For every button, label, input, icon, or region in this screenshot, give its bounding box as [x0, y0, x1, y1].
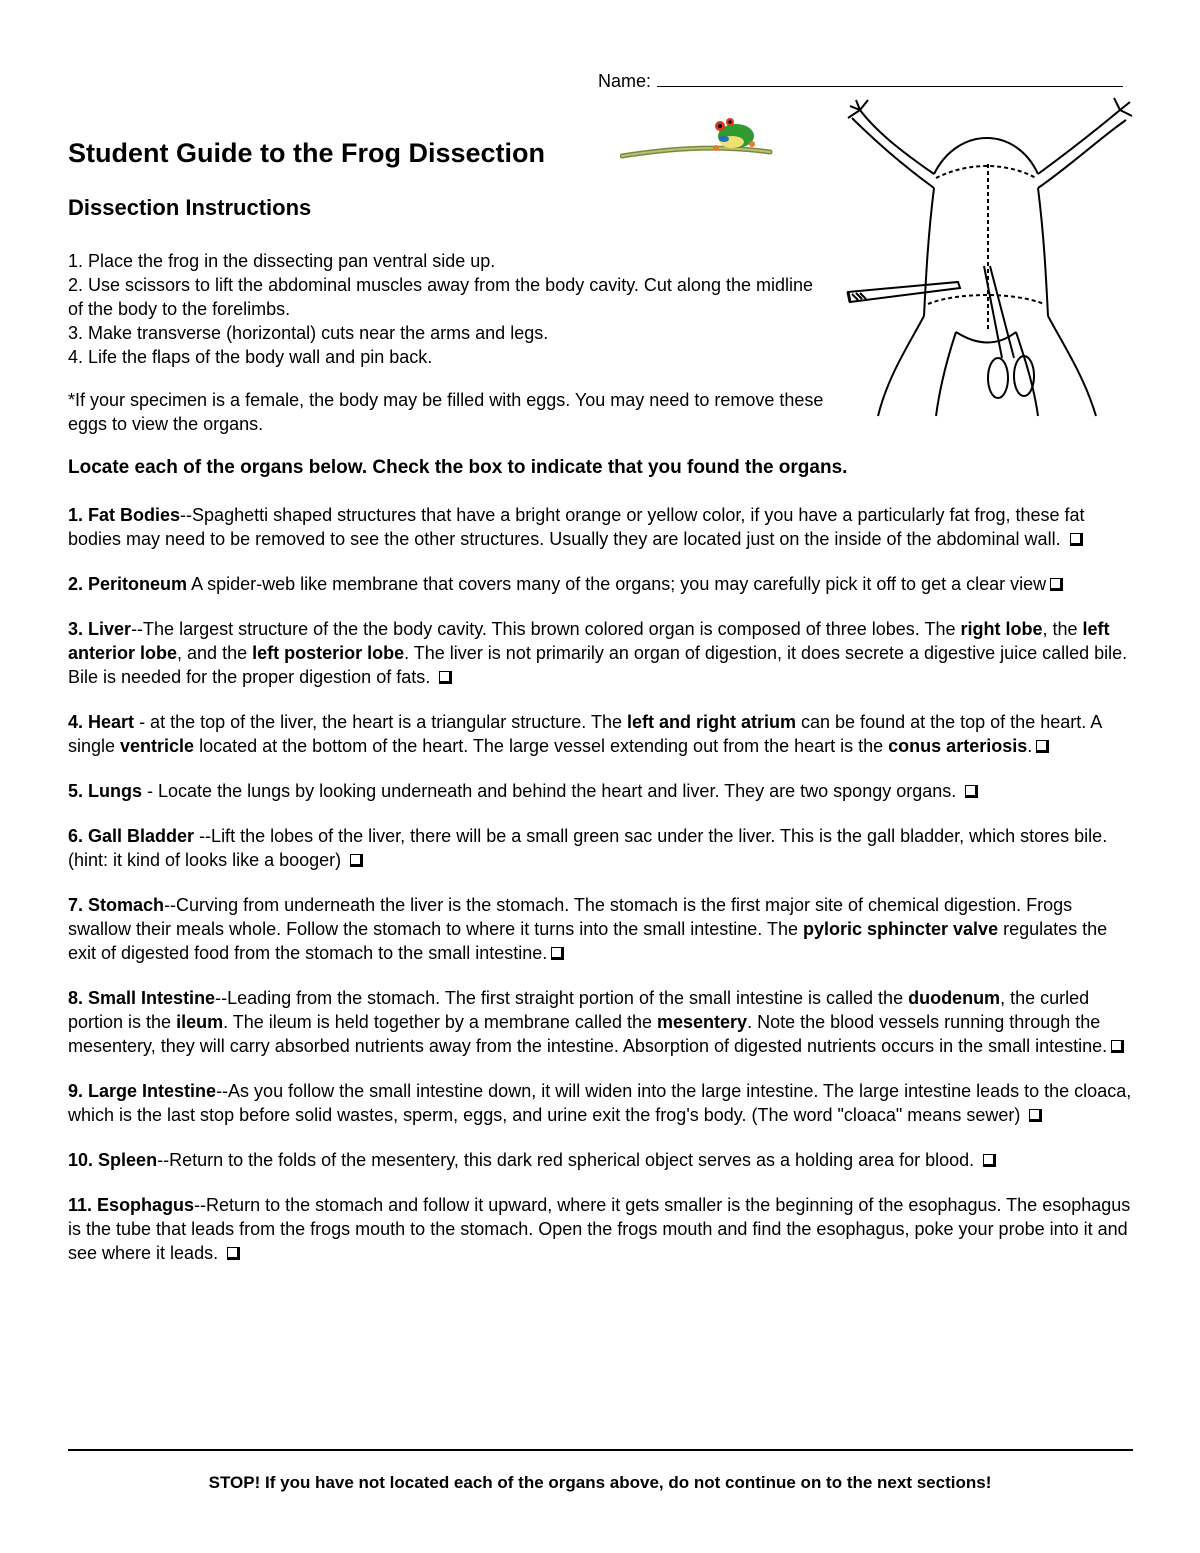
checkbox-icon[interactable] [350, 854, 363, 867]
organ-name: Peritoneum [88, 574, 188, 594]
organ-term: mesentery [657, 1012, 748, 1032]
organ-text: . [1027, 736, 1033, 756]
organ-number: 1. [68, 505, 84, 525]
organ-text: . The liver is not primarily an organ of digestion, it does secrete a digestive juice called bile. Bile is needed for the proper digestion of fats. [68, 643, 1128, 687]
checkbox-icon[interactable] [551, 947, 564, 960]
organ-term: left anterior lobe [68, 619, 1110, 663]
organ-list [68, 503, 1136, 1265]
organ-text: --As you follow the small intestine down, it will widen into the large intestine. The large intestine leads to the cloaca, which is the last stop before solid wastes, sperm, eggs, and urine exit the frog's body. (The word "cloaca" means sewer) [68, 1081, 1132, 1125]
organ-item [68, 1193, 1136, 1265]
frog-dissection-diagram [838, 96, 1138, 426]
organ-item [68, 1148, 1136, 1172]
organ-number: 4. [68, 712, 84, 732]
name-blank[interactable] [657, 70, 1123, 87]
organ-item [68, 893, 1136, 965]
organ-number: 9. [68, 1081, 84, 1101]
organ-number: 10. [68, 1150, 94, 1170]
organ-number: 5. [68, 781, 84, 801]
organ-name: Spleen [98, 1150, 158, 1170]
step-item: 4. Life the flaps of the body wall and pin back. [68, 347, 433, 367]
organ-number: 3. [68, 619, 84, 639]
name-label: Name: [598, 71, 652, 91]
checkbox-icon[interactable] [227, 1247, 240, 1260]
organ-number: 11. [68, 1195, 93, 1215]
organ-item [68, 986, 1136, 1058]
organ-text: --Return to the stomach and follow it upward, where it gets smaller is the beginning of the esophagus. The esophagus is the tube that leads from the frogs mouth to the stomach. Open the frogs mouth and find the esophagus, poke your probe into it and see where it leads. [68, 1195, 1131, 1263]
checkbox-icon[interactable] [983, 1154, 996, 1167]
organ-term: ventricle [120, 736, 195, 756]
organ-item [68, 779, 1136, 803]
organ-number: 6. [68, 826, 84, 846]
female-note: *If your specimen is a female, the body may be filled with eggs. You may need to remove these eggs to view the organs. [68, 390, 824, 434]
checkbox-icon[interactable] [1070, 533, 1083, 546]
organ-text: . The ileum is held together by a membrane called the [223, 1012, 657, 1032]
organ-text: , the curled portion is the [68, 988, 1090, 1032]
tree-frog-icon [620, 112, 780, 168]
step-item: 1. Place the frog in the dissecting pan ventral side up. [68, 251, 496, 271]
organ-text: , the [1042, 619, 1083, 639]
page-title: Student Guide to the Frog Dissection [68, 138, 546, 168]
stop-warning: STOP! If you have not located each of the organs above, do not continue on to the next sections! [208, 1473, 992, 1492]
name-field[interactable] [598, 70, 1123, 92]
organ-name: Small Intestine [88, 988, 216, 1008]
organ-term: pyloric sphincter valve [803, 919, 999, 939]
organ-text: A spider-web like membrane that covers many of the organs; you may carefully pick it off to get a clear view [187, 574, 1047, 594]
organ-item [68, 572, 1136, 596]
organ-term: left posterior lobe [252, 643, 405, 663]
organ-item [68, 824, 1136, 872]
organ-item [68, 710, 1136, 758]
checkbox-icon[interactable] [1111, 1040, 1124, 1053]
organ-text: . Note the blood vessels running through the mesentery, they will carry absorbed nutrients away from the intestine. Absorption of digested nutrients occurs in the small intestine. [68, 1012, 1108, 1056]
organ-text: --Leading from the stomach. The first straight portion of the small intestine is called the [215, 988, 909, 1008]
organ-text: regulates the exit of digested food from the stomach to the small intestine. [68, 919, 1108, 963]
organ-item [68, 617, 1136, 689]
organ-text: --The largest structure of the the body cavity. This brown colored organ is composed of three lobes. The [131, 619, 961, 639]
checkbox-icon[interactable] [1029, 1109, 1042, 1122]
locate-heading: Locate each of the organs below. Check the box to indicate that you found the organs. [68, 457, 848, 478]
organ-name: Stomach [88, 895, 165, 915]
organ-text: - at the top of the liver, the heart is a triangular structure. The [134, 712, 627, 732]
organ-text: --Lift the lobes of the liver, there will be a small green sac under the liver. This is the gall bladder, which stores bile. (hint: it kind of looks like a booger) [68, 826, 1108, 870]
organ-term: right lobe [960, 619, 1043, 639]
step-item: 3. Make transverse (horizontal) cuts near the arms and legs. [68, 323, 549, 343]
organ-number: 7. [68, 895, 84, 915]
organ-text: - Locate the lungs by looking underneath and behind the heart and liver. They are two spongy organs. [142, 781, 962, 801]
organ-name: Gall Bladder [88, 826, 195, 846]
checkbox-icon[interactable] [1036, 740, 1049, 753]
checkbox-icon[interactable] [1050, 578, 1063, 591]
organ-term: ileum [176, 1012, 224, 1032]
organ-name: Heart [88, 712, 135, 732]
checkbox-icon[interactable] [965, 785, 978, 798]
organ-number: 2. [68, 574, 84, 594]
organ-text: , and the [177, 643, 253, 663]
instruction-steps [68, 249, 828, 369]
organ-term: duodenum [908, 988, 1001, 1008]
organ-item [68, 503, 1136, 551]
organ-name: Esophagus [97, 1195, 195, 1215]
organ-item [68, 1079, 1136, 1127]
step-item: 2. Use scissors to lift the abdominal muscles away from the body cavity. Cut along the midline of the body to the forelimbs. [68, 275, 813, 319]
organ-number: 8. [68, 988, 84, 1008]
organ-name: Lungs [88, 781, 143, 801]
organ-term: left and right atrium [627, 712, 797, 732]
organ-name: Large Intestine [88, 1081, 217, 1101]
organ-term: conus arteriosis [888, 736, 1028, 756]
organ-text: can be found at the top of the heart. A single [68, 712, 1102, 756]
organ-name: Liver [88, 619, 132, 639]
checkbox-icon[interactable] [439, 671, 452, 684]
section-heading: Dissection Instructions [68, 195, 312, 220]
organ-text: --Curving from underneath the liver is the stomach. The stomach is the first major site of chemical digestion. Frogs swallow their meals whole. Follow the stomach to where it turns into the small intestine. The [68, 895, 1073, 939]
divider [68, 1449, 1133, 1451]
organ-name: Fat Bodies [88, 505, 181, 525]
organ-text: --Spaghetti shaped structures that have a bright orange or yellow color, if you have a particularly fat frog, these fat bodies may need to be removed to see the other structures. Usually they are located just on the inside of the abdominal wall. [68, 505, 1085, 549]
organ-text: located at the bottom of the heart. The large vessel extending out from the heart is the [194, 736, 889, 756]
organ-text: --Return to the folds of the mesentery, this dark red spherical object serves as a holding area for blood. [157, 1150, 980, 1170]
